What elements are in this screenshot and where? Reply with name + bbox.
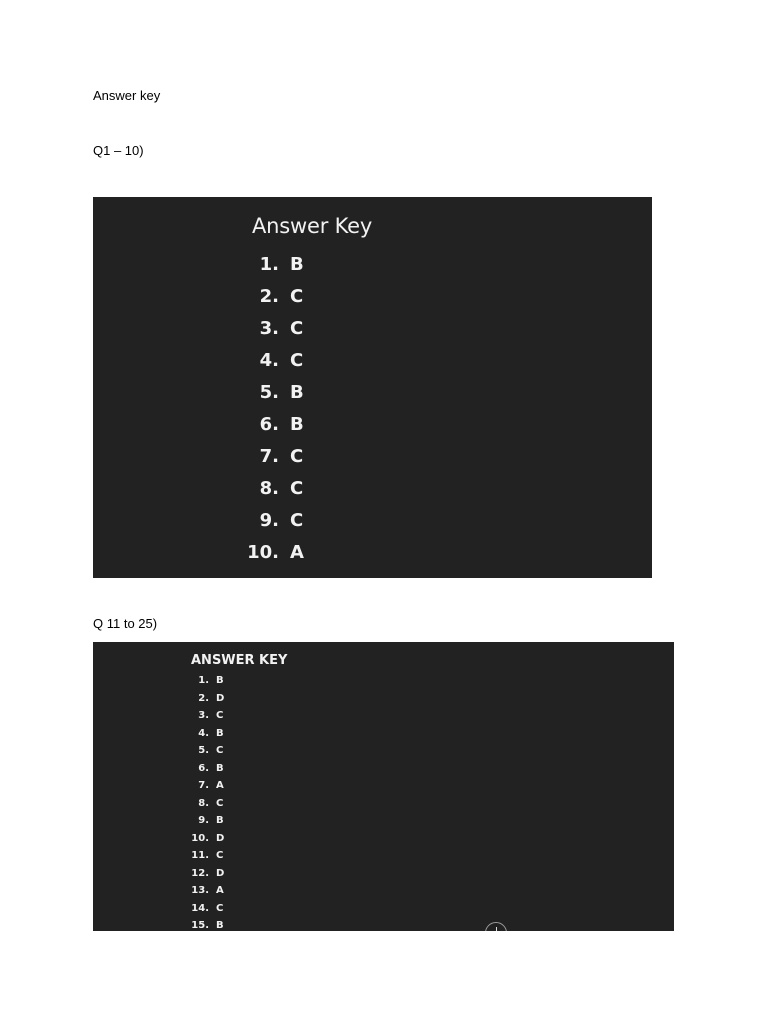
answer-number: 5. bbox=[198, 745, 209, 756]
answer-number: 9. bbox=[198, 815, 209, 826]
answer-number: 13. bbox=[191, 885, 209, 896]
answer-key-image-1 bbox=[93, 197, 652, 578]
answer-item bbox=[183, 918, 224, 931]
section-label-q1-10: Q1 – 10) bbox=[93, 143, 144, 158]
answer-item bbox=[183, 831, 224, 849]
answer-letter: A bbox=[216, 885, 224, 896]
answer-item bbox=[183, 673, 224, 691]
answer-item bbox=[183, 883, 224, 901]
answer-list bbox=[183, 673, 224, 931]
answer-number: 1. bbox=[198, 675, 209, 686]
answer-item bbox=[183, 691, 224, 709]
answer-number: 9. bbox=[259, 510, 279, 531]
answer-item bbox=[183, 708, 224, 726]
answer-number: 2. bbox=[259, 286, 279, 307]
answer-number: 10. bbox=[191, 832, 209, 844]
answer-letter: C bbox=[216, 710, 224, 721]
answer-letter: B bbox=[216, 815, 224, 826]
answer-item bbox=[183, 848, 224, 866]
answer-number: 11. bbox=[191, 850, 209, 861]
answer-number: 4. bbox=[198, 727, 209, 739]
answer-letter: C bbox=[290, 510, 304, 531]
answer-number: 15. bbox=[191, 920, 209, 931]
answer-letter: C bbox=[216, 850, 224, 861]
answer-number: 1. bbox=[259, 254, 279, 275]
answer-item bbox=[243, 541, 304, 573]
answer-letter: C bbox=[290, 286, 304, 307]
answer-number: 7. bbox=[259, 446, 279, 467]
answer-letter: D bbox=[216, 867, 225, 879]
mouse-cursor-icon bbox=[485, 922, 507, 931]
answer-item bbox=[243, 509, 304, 541]
answer-number: 2. bbox=[198, 692, 209, 704]
answer-letter: C bbox=[290, 446, 304, 467]
answer-letter: B bbox=[216, 762, 224, 774]
answer-item bbox=[183, 761, 224, 779]
answer-letter: B bbox=[216, 920, 224, 931]
answer-letter: C bbox=[216, 902, 224, 914]
answer-item bbox=[183, 796, 224, 814]
answer-letter: C bbox=[216, 797, 224, 809]
answer-number: 6. bbox=[259, 414, 279, 435]
answer-item bbox=[183, 743, 224, 761]
answer-item bbox=[183, 726, 224, 744]
answer-key-title: ANSWER KEY bbox=[191, 653, 288, 668]
answer-number: 8. bbox=[198, 797, 209, 809]
answer-number: 12. bbox=[191, 867, 209, 879]
answer-letter: C bbox=[290, 318, 304, 339]
answer-letter: A bbox=[290, 542, 304, 563]
section-label-q11-25: Q 11 to 25) bbox=[93, 616, 158, 631]
answer-number: 3. bbox=[259, 318, 279, 339]
answer-list bbox=[243, 253, 304, 573]
answer-letter: B bbox=[290, 414, 304, 435]
answer-number: 4. bbox=[259, 350, 279, 371]
answer-letter: C bbox=[290, 478, 304, 499]
answer-key-title: Answer Key bbox=[252, 214, 373, 238]
answer-number: 14. bbox=[191, 902, 209, 914]
answer-item bbox=[183, 778, 224, 796]
answer-number: 6. bbox=[198, 762, 209, 774]
answer-item bbox=[183, 866, 224, 884]
answer-letter: A bbox=[216, 780, 224, 791]
answer-number: 5. bbox=[259, 382, 279, 403]
answer-item bbox=[243, 349, 304, 381]
answer-letter: D bbox=[216, 692, 225, 704]
answer-number: 8. bbox=[259, 478, 279, 499]
document-heading: Answer key bbox=[93, 88, 161, 103]
answer-item bbox=[243, 413, 304, 445]
answer-key-image-2 bbox=[93, 642, 674, 931]
answer-number: 3. bbox=[198, 710, 209, 721]
answer-item bbox=[243, 285, 304, 317]
answer-letter: B bbox=[290, 254, 304, 275]
answer-item bbox=[243, 317, 304, 349]
answer-letter: C bbox=[290, 350, 304, 371]
answer-number: 7. bbox=[198, 780, 209, 791]
answer-item bbox=[183, 813, 224, 831]
answer-item bbox=[243, 445, 304, 477]
answer-letter: C bbox=[216, 745, 224, 756]
answer-letter: D bbox=[216, 832, 225, 844]
answer-item bbox=[183, 901, 224, 919]
answer-item bbox=[243, 381, 304, 413]
answer-item bbox=[243, 253, 304, 285]
answer-letter: B bbox=[216, 675, 224, 686]
answer-number: 10. bbox=[247, 542, 279, 563]
answer-item bbox=[243, 477, 304, 509]
answer-letter: B bbox=[290, 382, 304, 403]
answer-letter: B bbox=[216, 727, 224, 739]
